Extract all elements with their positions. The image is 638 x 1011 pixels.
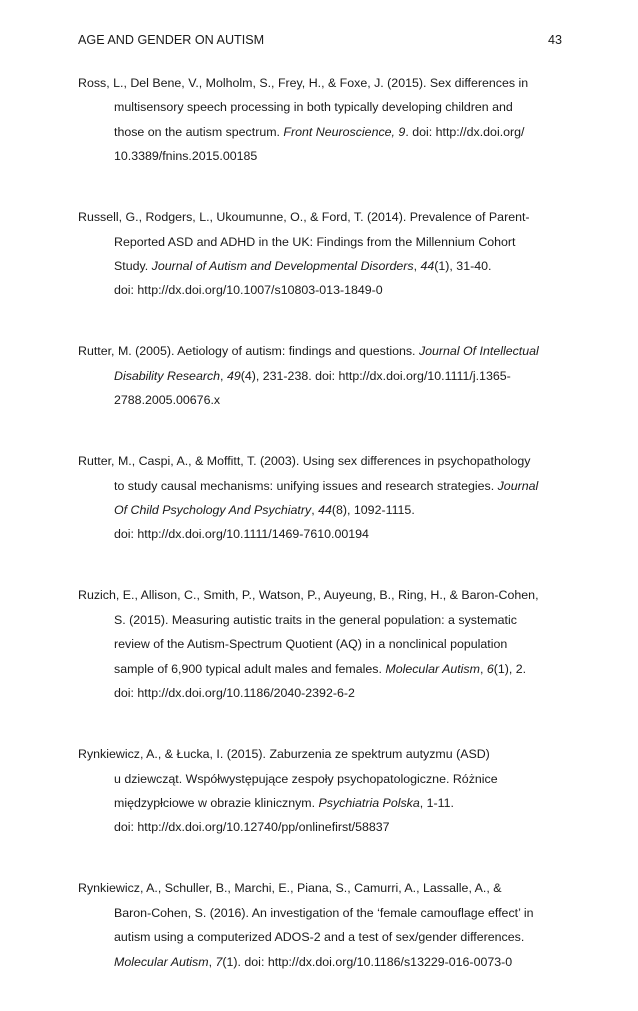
reference-text: (1), 2. (493, 661, 527, 676)
reference-list (78, 71, 564, 1011)
reference-line (78, 876, 564, 900)
reference-line (78, 950, 564, 974)
reference-entry (78, 583, 564, 705)
reference-line (78, 364, 564, 388)
reference-line (78, 339, 564, 363)
reference-line (78, 681, 564, 705)
reference-text: Baron-Cohen, S. (2016). An investigation of the ‘female camouflage effect’ in (114, 905, 534, 920)
reference-italic-text: 7 (215, 954, 223, 969)
reference-text: . doi: http://dx.doi.org/ (405, 124, 525, 139)
reference-line (78, 925, 564, 949)
reference-italic-text: 44 (318, 503, 332, 518)
reference-text: 2788.2005.00676.x (114, 393, 221, 408)
reference-text: Rynkiewicz, A., Schuller, B., Marchi, E., Piana, S., Camurri, A., Lassalle, A., & (78, 881, 502, 896)
reference-italic-text: 49 (226, 368, 241, 383)
reference-entry (78, 449, 564, 547)
reference-text: (4), 231-238. doi: http://dx.doi.org/10.1111/j.1365- (240, 368, 511, 383)
reference-line (78, 144, 564, 168)
reference-italic-text: Journal (497, 478, 539, 493)
reference-line (78, 608, 564, 632)
reference-italic-text: 6 (486, 661, 494, 676)
reference-entry (78, 205, 564, 303)
reference-text: Reported ASD and ADHD in the UK: Findings from the Millennium Cohort (114, 234, 516, 249)
reference-line (78, 498, 564, 522)
reference-line (78, 583, 564, 607)
reference-text: (1). doi: http://dx.doi.org/10.1186/s13229-016-0073-0 (222, 954, 513, 969)
reference-text: (1), 31-40. (434, 259, 492, 274)
reference-line (78, 522, 564, 546)
reference-line (78, 449, 564, 473)
reference-line (78, 254, 564, 278)
reference-line (78, 815, 564, 839)
reference-entry (78, 876, 564, 974)
reference-line (78, 474, 564, 498)
reference-line (78, 278, 564, 302)
reference-text: , (208, 954, 216, 969)
running-title: AGE AND GENDER ON AUTISM (78, 33, 265, 47)
reference-text: 10.3389/fnins.2015.00185 (114, 149, 258, 164)
reference-italic-text: Molecular Autism (114, 954, 209, 969)
reference-line (78, 901, 564, 925)
reference-line (78, 632, 564, 656)
reference-text: doi: http://dx.doi.org/10.1007/s10803-013-1849-0 (114, 283, 383, 298)
reference-entry (78, 339, 564, 412)
reference-italic-text: Journal of Autism and Developmental Disorders (151, 259, 414, 274)
reference-italic-text: Front Neuroscience, 9 (283, 124, 406, 139)
reference-text: doi: http://dx.doi.org/10.1111/1469-7610.00194 (114, 527, 369, 542)
reference-text: , (479, 661, 487, 676)
reference-line (78, 791, 564, 815)
reference-text: doi: http://dx.doi.org/10.12740/pp/onlinefirst/58837 (114, 820, 390, 835)
reference-text: autism using a computerized ADOS-2 and a test of sex/gender differences. (114, 930, 525, 945)
reference-text: , 1-11. (419, 795, 454, 810)
reference-text: Study. (114, 259, 152, 274)
page-number: 43 (547, 33, 562, 47)
reference-text: multisensory speech processing in both typically developing children and (114, 100, 513, 115)
reference-italic-text: Disability Research (114, 368, 221, 383)
reference-entry (78, 71, 564, 169)
reference-text: u dziewcząt. Współwystępujące zespoły psychopatologiczne. Różnice (114, 771, 498, 786)
reference-text: , (311, 503, 319, 518)
reference-line (78, 657, 564, 681)
reference-italic-text: Journal Of Intellectual (418, 344, 539, 359)
reference-italic-text: 44 (420, 259, 435, 274)
reference-text: S. (2015). Measuring autistic traits in the general population: a systematic (114, 612, 517, 627)
reference-italic-text: Psychiatria Polska (318, 795, 420, 810)
reference-text: (8), 1092-1115. (331, 503, 415, 518)
reference-text: Ross, L., Del Bene, V., Molholm, S., Frey, H., & Foxe, J. (2015). Sex differences in (78, 76, 529, 90)
reference-line (78, 230, 564, 254)
reference-italic-text: Molecular Autism (385, 661, 480, 676)
reference-text: those on the autism spectrum. (114, 124, 284, 139)
running-head (78, 32, 562, 49)
reference-line (78, 388, 564, 412)
reference-text: sample of 6,900 typical adult males and females. (114, 661, 386, 676)
reference-line (78, 205, 564, 229)
reference-entry (78, 742, 564, 840)
reference-text: , (220, 368, 227, 383)
reference-line (78, 120, 564, 144)
reference-text: Rutter, M. (2005). Aetiology of autism: findings and questions. (78, 344, 419, 359)
reference-text: międzypłciowe w obrazie klinicznym. (114, 795, 319, 810)
reference-italic-text: Of Child Psychology And Psychiatry (114, 503, 312, 518)
reference-line (78, 742, 564, 766)
reference-text: , (413, 259, 421, 274)
reference-text: doi: http://dx.doi.org/10.1186/2040-2392-6-2 (114, 686, 355, 701)
reference-text: Russell, G., Rodgers, L., Ukoumunne, O., & Ford, T. (2014). Prevalence of Parent- (78, 210, 530, 225)
reference-line (78, 71, 564, 95)
reference-text: to study causal mechanisms: unifying issues and research strategies. (114, 478, 498, 493)
reference-text: Rutter, M., Caspi, A., & Moffitt, T. (2003). Using sex differences in psychopathology (78, 454, 531, 469)
reference-text: Rynkiewicz, A., & Łucka, I. (2015). Zaburzenia ze spektrum autyzmu (ASD) (78, 747, 490, 762)
reference-line (78, 95, 564, 119)
reference-text: review of the Autism-Spectrum Quotient (AQ) in a nonclinical population (114, 637, 508, 652)
reference-text: Ruzich, E., Allison, C., Smith, P., Watson, P., Auyeung, B., Ring, H., & Baron-Cohen, (78, 588, 539, 603)
reference-line (78, 767, 564, 791)
